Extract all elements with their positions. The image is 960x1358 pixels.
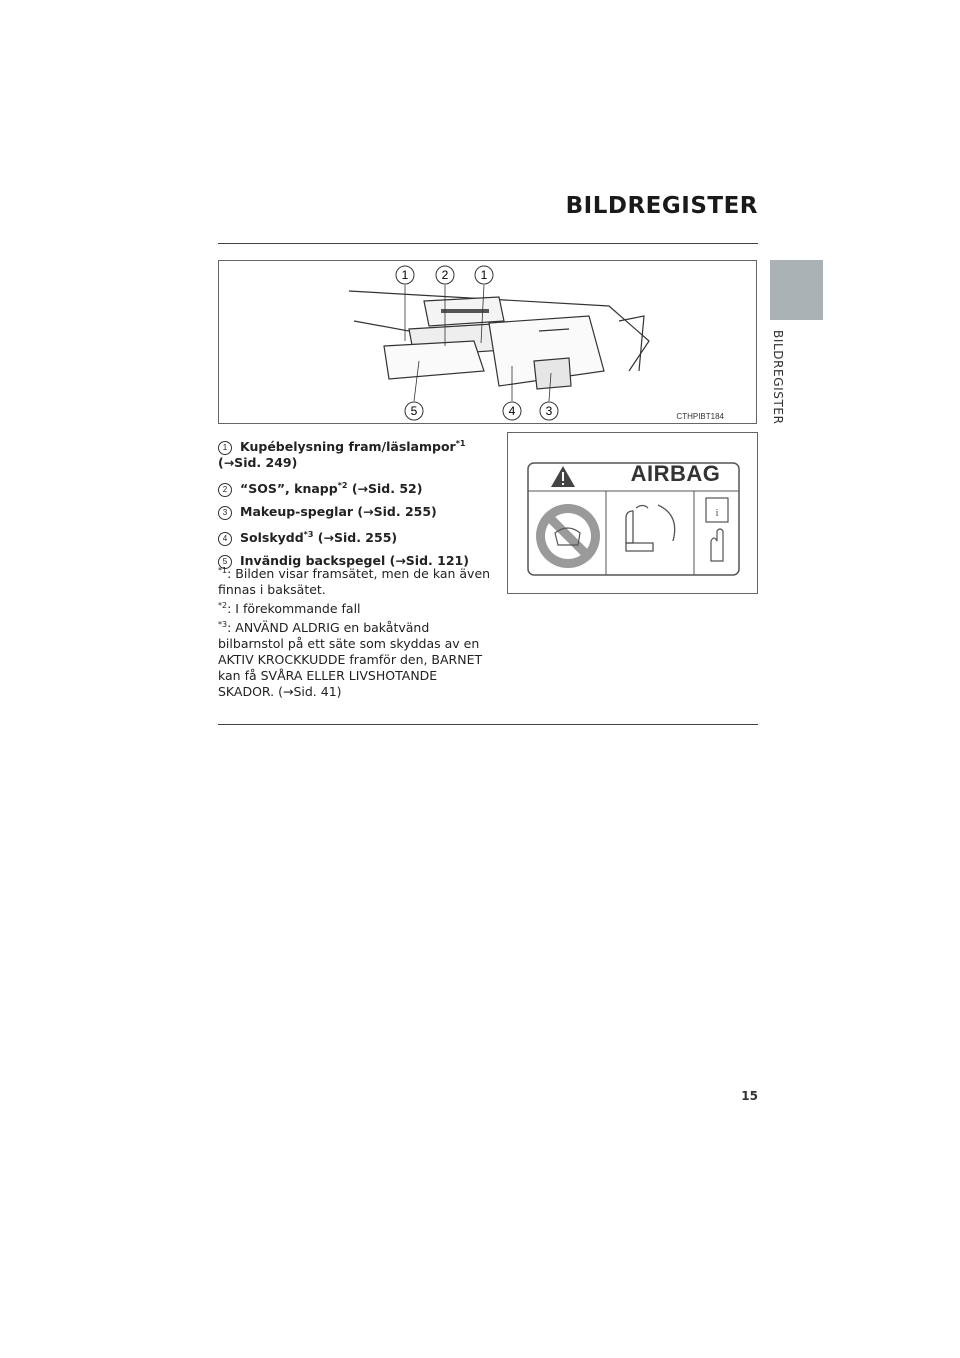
footnote: $^{*1}$: Bilden visar framsätet, men de kan även finnas i baksätet. (218, 566, 491, 598)
item-number: 5 (218, 555, 232, 569)
svg-text:1: 1 (401, 268, 409, 282)
page-reference[interactable]: (→Sid. 52) (351, 481, 423, 497)
header-divider (218, 243, 758, 244)
airbag-warning-label (507, 432, 758, 594)
callout-5 (405, 402, 423, 420)
svg-text:4: 4 (508, 404, 516, 418)
callout-2 (436, 266, 454, 284)
item-number: 2 (218, 483, 232, 497)
item-list (218, 436, 488, 576)
page-reference[interactable]: (→Sid. 255) (357, 504, 437, 520)
list-item: 3 Makeup-speglar (→Sid. 255) (218, 504, 488, 520)
callout-1-left (396, 266, 414, 284)
list-item: 5 Invändig backspegel (→Sid. 121) (218, 553, 488, 569)
section-tab-marker (770, 260, 823, 320)
list-item: 4 Solskydd$^{*3}$ (→Sid. 255) (218, 527, 488, 546)
footnotes (218, 563, 493, 700)
page-number: 15 (741, 1089, 758, 1103)
footnote: $^{*2}$: I förekommande fall (218, 601, 361, 617)
list-item: 2 “SOS”, knapp$^{*2}$ (→Sid. 52) (218, 478, 488, 497)
no-rear-facing-child-seat-icon (536, 504, 600, 568)
svg-text:1: 1 (480, 268, 488, 282)
svg-text:2: 2 (441, 268, 449, 282)
page-reference[interactable]: (→Sid. 249) (218, 455, 298, 471)
svg-text:3: 3 (545, 404, 553, 418)
page-reference[interactable]: (→Sid. 121) (389, 553, 469, 569)
svg-text:5: 5 (410, 404, 418, 418)
figure-code: CTHPIBT184 (676, 412, 724, 421)
item-number: 3 (218, 506, 232, 520)
callout-4 (503, 402, 521, 420)
page-title: BILDREGISTER (565, 193, 758, 219)
interior-overhead-illustration (218, 260, 757, 424)
item-number: 1 (218, 441, 232, 455)
list-item: 1 Kupébelysning fram/läslampor$^{*1}$ (→Sid. 249) (218, 439, 466, 471)
item-number: 4 (218, 532, 232, 546)
page-reference[interactable]: (→Sid. 255) (317, 530, 398, 546)
section-tab-label: BILDREGISTER (771, 330, 785, 425)
airbag-word: AIRBAG (630, 461, 721, 486)
footer-divider (218, 724, 758, 725)
footnote: $^{*3}$: ANVÄND ALDRIG en bakåtvänd bilbarnstol på ett säte som skyddas av en AKTIV KROCKKUDDE framför den, BARNET kan få SVÅRA ELLER LIVSHOTANDE SKADOR. (→Sid. 41) (218, 620, 483, 700)
overhead-console-drawing (219, 261, 758, 425)
callout-3 (540, 402, 558, 420)
svg-text:i: i (715, 507, 719, 519)
airbag-label-drawing (508, 433, 759, 595)
callout-1-right (475, 266, 493, 284)
